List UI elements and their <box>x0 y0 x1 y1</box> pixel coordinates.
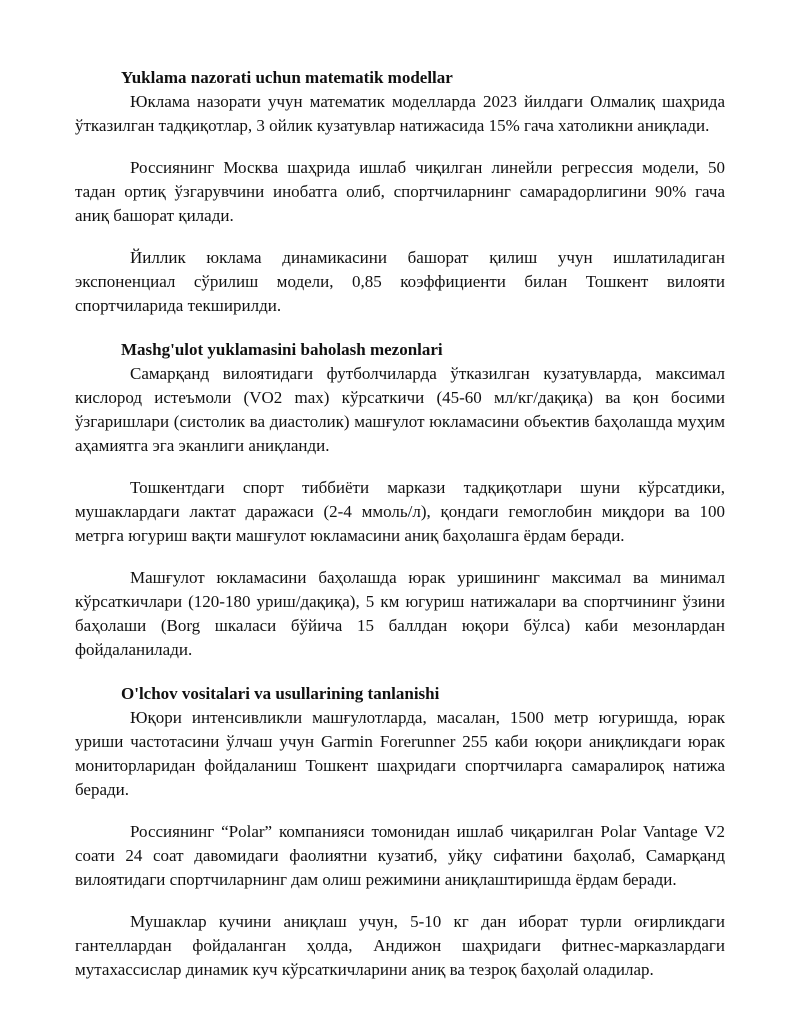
paragraph: Самарқанд вилоятидаги футболчиларда ўтказилган кузатувларда, максимал кислород истеъмоли (VO2 max) кўрсаткичи (45-60 мл/кг/дақиқа) ва қон босими ўзгаришлари (систолик ва диастолик) машғулот юкламасини объектив баҳолашда муҳим аҳамиятга эга эканлиги аниқланди. <box>75 364 725 455</box>
paragraph: Тошкентдаги спорт тиббиёти маркази тадқиқотлари шуни кўрсатдики, мушаклардаги лактат даражаси (2-4 ммоль/л), қондаги гемоглобин миқдори ва 100 метрга югуриш вақти машғулот юкламасини аниқ баҳолашга ёрдам беради. <box>75 478 725 545</box>
paragraph: Йиллик юклама динамикасини башорат қилиш учун ишлатиладиган экспоненциал сўрилиш модели, 0,85 коэффициенти билан Тошкент вилояти спортчиларида текширилди. <box>75 248 725 315</box>
section-heading-measurement-tools: O'lchov vositalari va usullarining tanlanishi <box>121 684 440 703</box>
paragraph: Юқори интенсивликли машғулотларда, масалан, 1500 метр югуришда, юрак уриши частотасини ўлчаш учун Garmin Forerunner 255 каби юқори аниқликдаги юрак мониторларидан фойдаланиш Тошкент шаҳридаги спортчиларга самаралироқ натижа беради. <box>75 708 725 799</box>
document-page <box>75 66 725 982</box>
section-heading-math-models: Yuklama nazorati uchun matematik modellar <box>121 68 453 87</box>
paragraph: Россиянинг “Polar” компанияси томонидан ишлаб чиқарилган Polar Vantage V2 соати 24 соат давомидаги фаолиятни кузатиб, уйқу сифатини баҳолаб, Самарқанд вилоятидаги спортчиларнинг дам олиш режимини аниқлаштиришда ёрдам беради. <box>75 822 725 889</box>
section-heading-load-criteria: Mashg'ulot yuklamasini baholash mezonlari <box>121 340 443 359</box>
paragraph: Мушаклар кучини аниқлаш учун, 5-10 кг дан иборат турли оғирликдаги гантеллардан фойдаланган ҳолда, Андижон шаҳридаги фитнес-марказлардаги мутахассислар динамик куч кўрсаткичларини аниқ ва тезроқ баҳолай оладилар. <box>75 912 725 979</box>
paragraph: Юклама назорати учун математик моделларда 2023 йилдаги Олмалиқ шаҳрида ўтказилган тадқиқотлар, 3 ойлик кузатувлар натижасида 15% гача хатоликни аниқлади. <box>75 92 725 135</box>
paragraph: Машғулот юкламасини баҳолашда юрак уришининг максимал ва минимал кўрсаткичлари (120-180 уриш/дақиқа), 5 км югуриш натижалари ва спортчининг ўзини баҳолаши (Borg шкаласи бўйича 15 баллдан юқори бўлса) каби мезонлардан фойдаланилади. <box>75 568 725 659</box>
paragraph: Россиянинг Москва шаҳрида ишлаб чиқилган линейли регрессия модели, 50 тадан ортиқ ўзгарувчини инобатга олиб, спортчиларнинг самарадорлигини 90% гача аниқ башорат қилади. <box>75 158 725 225</box>
